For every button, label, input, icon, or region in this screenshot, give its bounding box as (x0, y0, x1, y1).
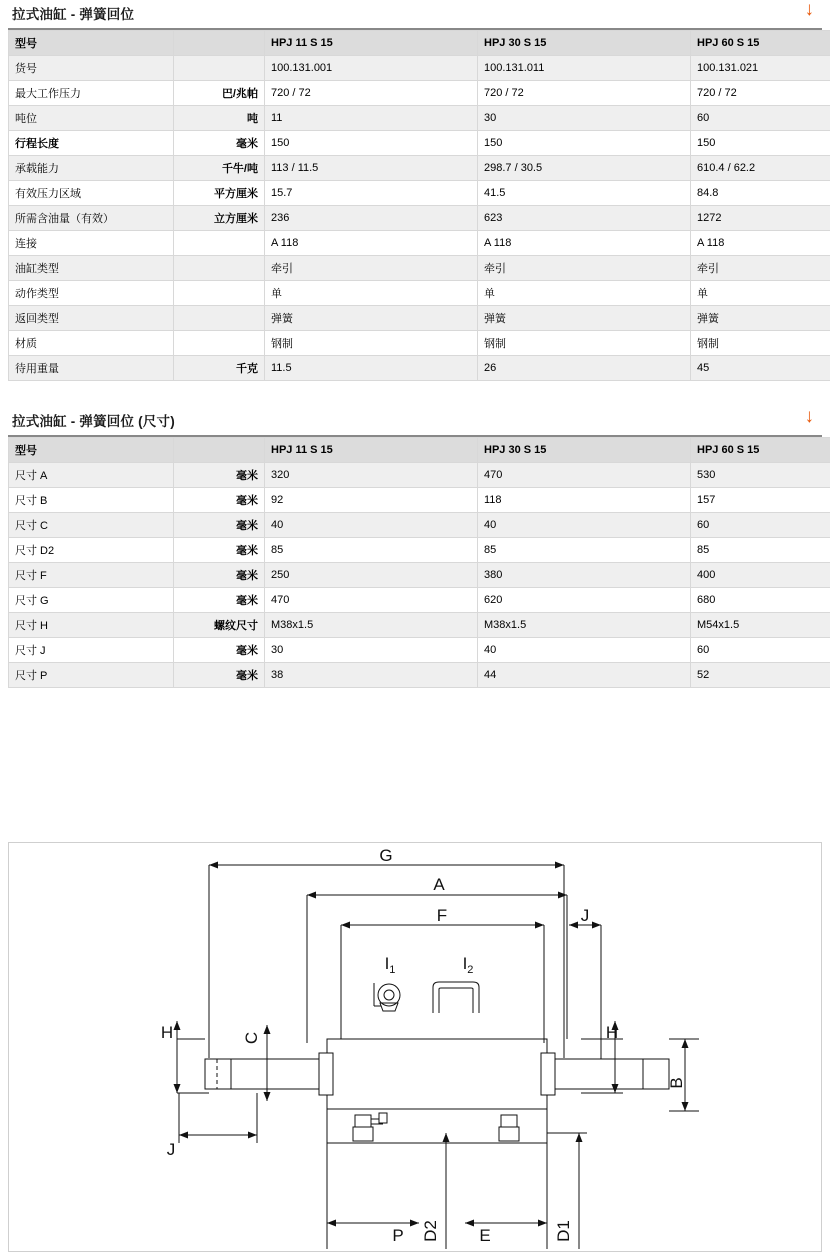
cell-value: HPJ 60 S 15 (691, 31, 830, 56)
row-unit: 毫米 (174, 638, 265, 663)
cell-value: 680 (691, 588, 830, 613)
cell-value: 150 (691, 131, 830, 156)
table-row (9, 31, 830, 56)
cell-value: 298.7 / 30.5 (478, 156, 691, 181)
cell-value: 牵引 (478, 256, 691, 281)
table-row (9, 106, 830, 131)
table-row (9, 131, 830, 156)
cell-value: 470 (265, 588, 478, 613)
cell-value: 1272 (691, 206, 830, 231)
cell-value: A 118 (691, 231, 830, 256)
cell-value: 157 (691, 488, 830, 513)
cell-value: 15.7 (265, 181, 478, 206)
cell-value: 620 (478, 588, 691, 613)
section-specifications (8, 0, 822, 381)
dim-label-I2: $I_2$ (463, 954, 474, 976)
cell-value: 85 (265, 538, 478, 563)
dim-label-C: C (242, 1032, 261, 1044)
row-label: 油缸类型 (9, 256, 174, 281)
row-label: 返回类型 (9, 306, 174, 331)
cell-value: A 118 (265, 231, 478, 256)
cell-value: HPJ 30 S 15 (478, 31, 691, 56)
cell-value: 钢制 (478, 331, 691, 356)
cell-value: 720 / 72 (265, 81, 478, 106)
dim-label-E: E (479, 1226, 490, 1245)
table-row (9, 663, 830, 688)
cell-value: 118 (478, 488, 691, 513)
row-label: 吨位 (9, 106, 174, 131)
cell-value: 30 (478, 106, 691, 131)
cell-value: 11 (265, 106, 478, 131)
cell-value: 92 (265, 488, 478, 513)
table-row (9, 56, 830, 81)
cell-value: 26 (478, 356, 691, 381)
cell-value: 44 (478, 663, 691, 688)
cell-value: HPJ 30 S 15 (478, 438, 691, 463)
row-label: 尺寸 D2 (9, 538, 174, 563)
row-unit: 毫米 (174, 563, 265, 588)
cell-value: 45 (691, 356, 830, 381)
cell-value: HPJ 11 S 15 (265, 31, 478, 56)
row-unit (174, 331, 265, 356)
cell-value: 236 (265, 206, 478, 231)
row-unit: 千牛/吨 (174, 156, 265, 181)
table-row (9, 81, 830, 106)
row-unit (174, 306, 265, 331)
row-unit: 立方厘米 (174, 206, 265, 231)
cell-value: 钢制 (265, 331, 478, 356)
cell-value: 610.4 / 62.2 (691, 156, 830, 181)
cell-value: HPJ 11 S 15 (265, 438, 478, 463)
cell-value: 623 (478, 206, 691, 231)
table-row (9, 438, 830, 463)
row-label: 货号 (9, 56, 174, 81)
row-unit (174, 31, 265, 56)
table-row (9, 256, 830, 281)
table-row (9, 513, 830, 538)
cell-value: 380 (478, 563, 691, 588)
row-label: 待用重量 (9, 356, 174, 381)
cell-value: 400 (691, 563, 830, 588)
cell-value: 钢制 (691, 331, 830, 356)
section-header (8, 407, 822, 437)
row-label: 型号 (9, 438, 174, 463)
table-row (9, 331, 830, 356)
cell-value: 150 (265, 131, 478, 156)
row-label: 型号 (9, 31, 174, 56)
cell-value: 弹簧 (691, 306, 830, 331)
row-label: 尺寸 J (9, 638, 174, 663)
dim-label-A: A (433, 875, 445, 894)
cell-value: 11.5 (265, 356, 478, 381)
cell-value: 30 (265, 638, 478, 663)
row-label: 尺寸 C (9, 513, 174, 538)
table-row (9, 588, 830, 613)
row-unit: 螺纹尺寸 (174, 613, 265, 638)
row-label: 尺寸 P (9, 663, 174, 688)
cell-value: 60 (691, 513, 830, 538)
down-arrow-icon[interactable]: ↓ (805, 407, 815, 426)
cell-value: 60 (691, 106, 830, 131)
row-label: 材质 (9, 331, 174, 356)
row-unit: 毫米 (174, 513, 265, 538)
cell-value: 150 (478, 131, 691, 156)
table-row (9, 563, 830, 588)
row-unit: 毫米 (174, 663, 265, 688)
cell-value: 470 (478, 463, 691, 488)
row-label: 最大工作压力 (9, 81, 174, 106)
section-spacer (0, 381, 830, 407)
section-title: 拉式油缸 - 弹簧回位 (12, 7, 134, 22)
row-label: 尺寸 G (9, 588, 174, 613)
dim-label-G: G (379, 846, 392, 865)
table-row (9, 231, 830, 256)
row-unit: 毫米 (174, 131, 265, 156)
cell-value: 单 (691, 281, 830, 306)
row-label: 动作类型 (9, 281, 174, 306)
cell-value: 84.8 (691, 181, 830, 206)
section-header (8, 0, 822, 30)
cell-value: M54x1.5 (691, 613, 830, 638)
row-unit (174, 281, 265, 306)
row-label: 有效压力区域 (9, 181, 174, 206)
table-row (9, 488, 830, 513)
table-row (9, 156, 830, 181)
cell-value: 100.131.021 (691, 56, 830, 81)
row-label: 连接 (9, 231, 174, 256)
section-dimensions (8, 407, 822, 688)
row-unit: 毫米 (174, 588, 265, 613)
cell-value: 单 (265, 281, 478, 306)
row-label: 承载能力 (9, 156, 174, 181)
cell-value: 40 (265, 513, 478, 538)
table-row (9, 613, 830, 638)
cell-value: 牵引 (691, 256, 830, 281)
cell-value: 牵引 (265, 256, 478, 281)
cell-value: HPJ 60 S 15 (691, 438, 830, 463)
dim-label-J-left: J (167, 1140, 176, 1159)
table-row (9, 306, 830, 331)
table-row (9, 538, 830, 563)
cell-value: 40 (478, 638, 691, 663)
dim-label-J-top: J (581, 906, 590, 925)
row-label: 尺寸 F (9, 563, 174, 588)
row-unit (174, 256, 265, 281)
row-unit: 毫米 (174, 488, 265, 513)
cell-value: 530 (691, 463, 830, 488)
cell-value: 320 (265, 463, 478, 488)
row-unit: 毫米 (174, 538, 265, 563)
row-unit (174, 56, 265, 81)
cell-value: 38 (265, 663, 478, 688)
cell-value: A 118 (478, 231, 691, 256)
row-unit: 毫米 (174, 463, 265, 488)
table-row (9, 356, 830, 381)
row-label: 所需含油量（有效） (9, 206, 174, 231)
table-row (9, 206, 830, 231)
table-row (9, 638, 830, 663)
dim-label-F: F (437, 906, 447, 925)
dim-label-P: P (392, 1226, 403, 1245)
table-row (9, 463, 830, 488)
cell-value: M38x1.5 (478, 613, 691, 638)
drawing-spacer-2 (0, 758, 830, 842)
cell-value: 720 / 72 (691, 81, 830, 106)
cell-value: 单 (478, 281, 691, 306)
row-label: 行程长度 (9, 131, 174, 156)
cell-value: 100.131.011 (478, 56, 691, 81)
dim-label-H-left: H (161, 1023, 173, 1042)
row-unit: 吨 (174, 106, 265, 131)
cell-value: 113 / 11.5 (265, 156, 478, 181)
cell-value: 100.131.001 (265, 56, 478, 81)
row-label: 尺寸 B (9, 488, 174, 513)
cell-value: 弹簧 (265, 306, 478, 331)
dim-label-H-right: H (606, 1023, 618, 1042)
cell-value: 41.5 (478, 181, 691, 206)
cell-value: 85 (691, 538, 830, 563)
dim-label-B: B (667, 1077, 686, 1088)
cylinder-dimension-drawing (8, 842, 822, 1252)
row-unit (174, 438, 265, 463)
dim-label-I1: $I_1$ (385, 954, 396, 976)
dimensions-table (8, 437, 830, 688)
table-row (9, 281, 830, 306)
section-title: 拉式油缸 - 弹簧回位 (尺寸) (12, 414, 175, 429)
cell-value: 250 (265, 563, 478, 588)
table-row (9, 181, 830, 206)
row-unit: 平方厘米 (174, 181, 265, 206)
dim-label-D1: D1 (554, 1220, 573, 1242)
row-unit: 巴/兆帕 (174, 81, 265, 106)
row-label: 尺寸 A (9, 463, 174, 488)
drawing-spacer (0, 688, 830, 758)
cell-value: 52 (691, 663, 830, 688)
down-arrow-icon[interactable]: ↓ (805, 0, 815, 19)
cell-value: 85 (478, 538, 691, 563)
dim-label-D2: D2 (421, 1220, 440, 1242)
specifications-table (8, 30, 830, 381)
cell-value: 720 / 72 (478, 81, 691, 106)
row-unit (174, 231, 265, 256)
cell-value: 弹簧 (478, 306, 691, 331)
cell-value: 40 (478, 513, 691, 538)
row-unit: 千克 (174, 356, 265, 381)
cell-value: M38x1.5 (265, 613, 478, 638)
cell-value: 60 (691, 638, 830, 663)
row-label: 尺寸 H (9, 613, 174, 638)
